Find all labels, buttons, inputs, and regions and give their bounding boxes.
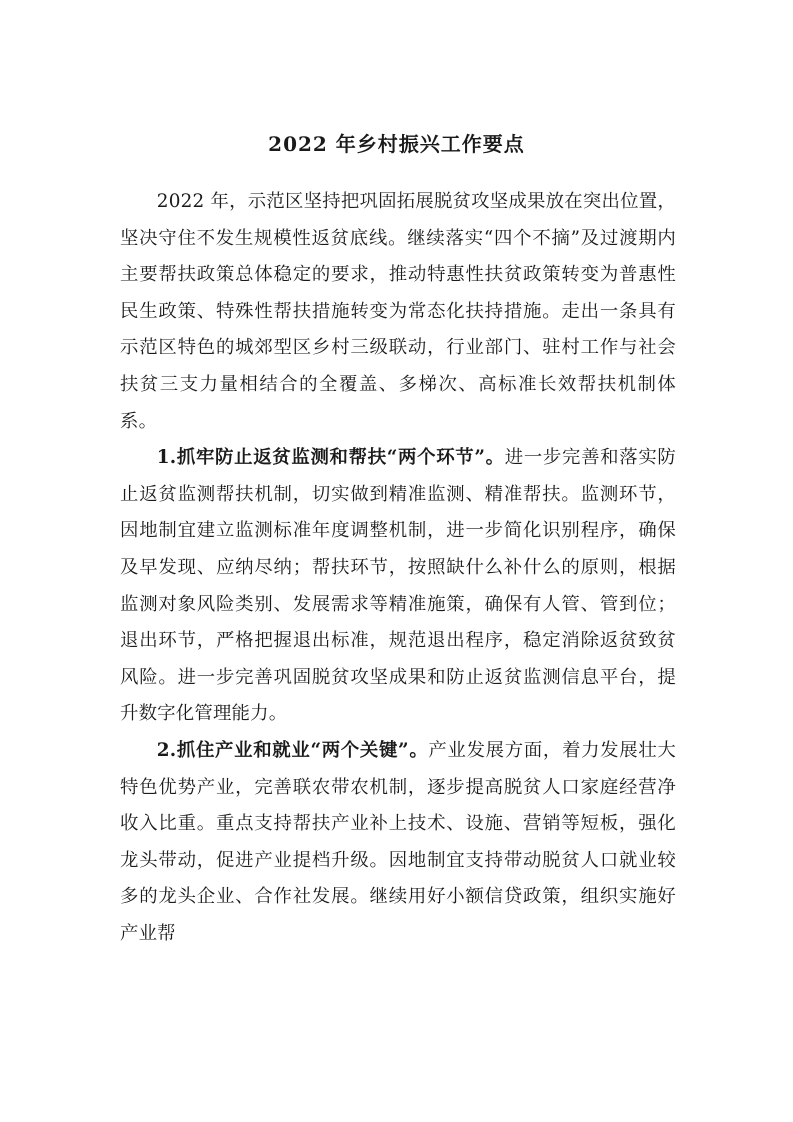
paragraph-text: 产业发展方面，着力发展壮大特色优势产业，完善联农带农机制，逐步提高脱贫人口家庭经营净收入比重。重点支持帮扶产业补上技术、设施、营销等短板，强化龙头带动，促进产业提档升级。因地制宜支持带动脱贫人口就业较多的龙头企业、合作社发展。继续用好小额信贷政策，组织实施好产业帮 <box>120 739 676 944</box>
paragraph-text: 进一步完善和落实防止返贫监测帮扶机制，切实做到精准监测、精准帮扶。监测环节，因地制宜建立监测标准年度调整机制，进一步简化识别程序，确保及早发现、应纳尽纳；帮扶环节，按照缺什么补什么的原则，根据监测对象风险类别、发展需求等精准施策，确保有人管、管到位；退出环节，严格把握退出标准，规范退出程序，稳定消除返贫致贫风险。进一步完善巩固脱贫攻坚成果和防止返贫监测信息平台，提升数字化管理能力。 <box>120 447 676 725</box>
paragraph-lead: 2.抓住产业和就业“两个关键”。 <box>156 739 429 761</box>
paragraph-item-2 <box>120 733 676 953</box>
document-body <box>120 184 676 952</box>
paragraph-lead: 1.抓牢防止返贫监测和帮扶“两个环节”。 <box>156 447 505 469</box>
page-title: 2022 年乡村振兴工作要点 <box>268 132 525 156</box>
paragraph-text: 2022 年，示范区坚持把巩固拓展脱贫攻坚成果放在突出位置，坚决守住不发生规模性返贫底线。继续落实“四个不摘”及过渡期内主要帮扶政策总体稳定的要求，推动特惠性扶贫政策转变为普惠性民生政策、特殊性帮扶措施转变为常态化扶持措施。走出一条具有示范区特色的城郊型区乡村三级联动，行业部门、驻村工作与社会扶贫三支力量相结合的全覆盖、多梯次、高标准长效帮扶机制体系。 <box>120 191 676 432</box>
paragraph-item-1 <box>120 440 676 733</box>
paragraph-intro <box>120 184 676 440</box>
